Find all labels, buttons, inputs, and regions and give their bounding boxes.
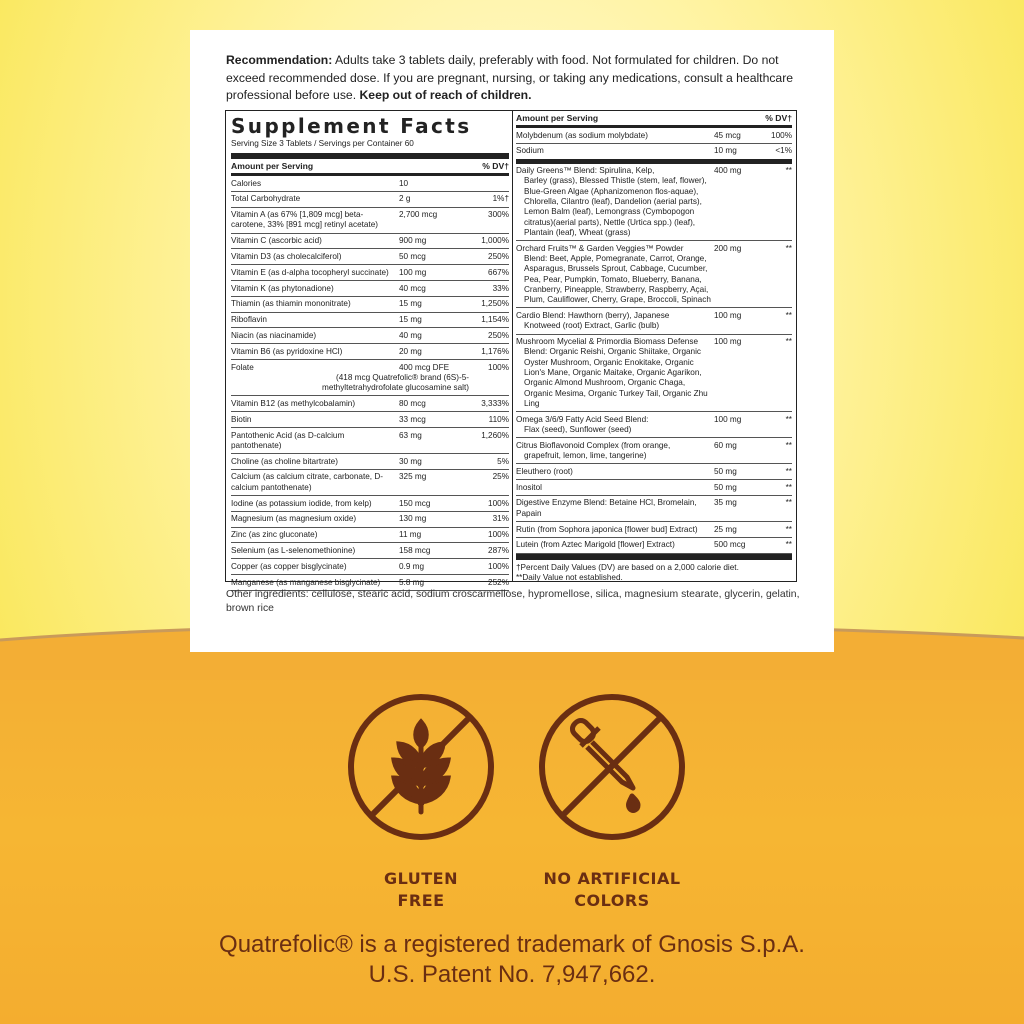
nutrient-row <box>231 512 509 528</box>
blend-ingredients: Blend: Beet, Apple, Pomegranate, Carrot, Orange, Asparagus, Brussels Sprout, Cabbage, Cucumber, Pea, Pear, Pumpkin, Tomato, Blueberry, Banana, Cranberry, Pineapple, Strawberry, Raspberry, Açai, Plum, Cauliflower, Cherry, Grape, Broccoli, Spinach <box>524 253 711 305</box>
facts-header-left <box>231 159 509 176</box>
blend-row-body <box>516 244 792 306</box>
blend-dv: ** <box>785 498 792 508</box>
nutrient-dv: 287% <box>488 545 509 555</box>
nutrient-row <box>231 234 509 250</box>
blend-row-body <box>516 467 792 477</box>
no-artificial-line1: NO ARTIFICIAL <box>543 869 681 888</box>
gluten-free-line2: FREE <box>397 891 445 910</box>
nutrient-dv: 1,000% <box>481 236 509 246</box>
nutrient-name: Vitamin D3 (as cholecalciferol) <box>231 251 342 261</box>
blend-name: Rutin (from Sophora japonica [flower bud] Extract) <box>516 524 698 534</box>
nutrient-dv: 1%† <box>492 194 509 204</box>
blend-amount: 100 mg <box>714 310 742 320</box>
nutrient-amount: 900 mg <box>399 236 427 246</box>
nutrient-amount: 33 mcg <box>399 414 426 424</box>
nutrient-amount: 2 g <box>399 194 411 204</box>
blend-name: Eleuthero (root) <box>516 466 573 476</box>
nutrient-amount: 130 mg <box>399 514 427 524</box>
nutrient-name: Vitamin B12 (as methylcobalamin) <box>231 398 356 408</box>
blend-row-body <box>516 337 792 409</box>
blend-amount: 60 mg <box>714 440 737 450</box>
nutrient-amount: 40 mcg <box>399 283 426 293</box>
recommendation-warning: Keep out of reach of children. <box>359 88 532 102</box>
nutrient-row <box>231 396 509 412</box>
blend-row <box>516 128 792 144</box>
trademark-line1: Quatrefolic® is a registered trademark of Gnosis S.p.A. <box>219 931 805 958</box>
recommendation-label: Recommendation: <box>226 53 333 67</box>
blend-ingredients: Barley (grass), Blessed Thistle (stem, leaf, flower), Blue-Green Algae (Aphanizomenon flos-aquae), Chlorella, Cilantro (leaf), Dandelion (aerial parts), Lemon Balm (leaf), Lemongrass (Cymbopogon citratus)(aerial parts), Nettle (Urtica spp.) (leaf), Plantain (leaf), Wheat (grass) <box>524 176 707 237</box>
blend-name: Digestive Enzyme Blend: Betaine HCl, Bromelain, Papain <box>516 498 697 518</box>
nutrient-amount: 30 mg <box>399 456 422 466</box>
nutrient-amount: 15 mg <box>399 299 422 309</box>
nutrient-row <box>231 176 509 192</box>
no-artificial-line2: COLORS <box>574 891 650 910</box>
nutrient-name: Total Carbohydrate <box>231 194 301 204</box>
blend-name: Cardio Blend: Hawthorn (berry), Japanese <box>516 310 670 320</box>
nutrient-name: Pantothenic Acid (as D-calcium pantothenate) <box>231 430 345 450</box>
nutrient-name: Vitamin A (as 67% [1,809 mcg] beta-carotene, 33% [891 mcg] retinyl acetate) <box>231 210 378 230</box>
nutrient-dv: 5% <box>497 456 509 466</box>
nutrient-dv: 100% <box>488 530 509 540</box>
blend-amount: 200 mg <box>714 243 742 253</box>
blend-row <box>516 464 792 480</box>
nutrient-name: Calcium (as calcium citrate, carbonate, D-calcium pantothenate) <box>231 472 383 492</box>
nutrient-row <box>231 297 509 313</box>
trademark-line2: U.S. Patent No. 7,947,662. <box>368 961 656 988</box>
blend-row <box>516 496 792 522</box>
nutrient-row-body <box>231 363 509 394</box>
blend-row-body <box>516 146 792 156</box>
blend-dv: ** <box>785 337 792 347</box>
blend-dv: ** <box>785 166 792 176</box>
nutrient-name: Selenium (as L-selenomethionine) <box>231 545 356 555</box>
recommendation-body: Adults take 3 tablets daily, preferably with food. Not formulated for children. Do not exceed recommended dose. If you are pregnant, nursing, or taking any medications, consult a healthcare professional before use. <box>226 53 794 102</box>
blend-amount: 500 mcg <box>714 540 746 550</box>
facts-right-column <box>513 111 795 581</box>
nutrient-row <box>231 559 509 575</box>
facts-left-column <box>226 111 513 587</box>
blend-row-body <box>516 441 792 462</box>
blend-name: Citrus Bioflavonoid Complex (from orange, <box>516 440 671 450</box>
blend-amount: 25 mg <box>714 524 737 534</box>
blend-row <box>516 335 792 413</box>
facts-title: Supplement Facts <box>231 114 472 138</box>
no-artificial-colors-label <box>522 868 702 912</box>
nutrient-amount: 50 mcg <box>399 251 426 261</box>
blend-name: Orchard Fruits™ & Garden Veggies™ Powder <box>516 243 684 253</box>
nutrient-row <box>231 496 509 512</box>
blend-name: Molybdenum (as sodium molybdate) <box>516 130 648 140</box>
blend-amount: 100 mg <box>714 337 742 347</box>
blend-name: Lutein (from Aztec Marigold [flower] Extract) <box>516 540 675 550</box>
other-ingredients: Other ingredients: cellulose, stearic acid, sodium croscarmellose, hypromellose, silica, magnesium stearate, glycerin, gelatin, brown rice <box>226 589 800 614</box>
nutrient-row <box>231 208 509 234</box>
blend-name: Inositol <box>516 482 542 492</box>
nutrient-amount: 63 mg <box>399 430 422 440</box>
blend-row <box>516 538 792 554</box>
blend-dv: ** <box>785 540 792 550</box>
gluten-free-label <box>346 868 496 912</box>
nutrient-name: Calories <box>231 178 262 188</box>
blend-ingredients: Flax (seed), Sunflower (seed) <box>524 424 632 434</box>
nutrient-amount: 10 <box>399 178 409 188</box>
nutrient-name: Folate <box>231 362 254 372</box>
amount-header: Amount per Serving <box>231 161 314 171</box>
blend-amount: 50 mg <box>714 466 737 476</box>
blend-row <box>516 412 792 438</box>
blend-amount: 10 mg <box>714 146 737 156</box>
blend-row-body <box>516 483 792 493</box>
nutrient-amount: 15 mg <box>399 315 422 325</box>
blend-row <box>516 164 792 242</box>
nutrient-name: Niacin (as niacinamide) <box>231 330 317 340</box>
nutrient-name: Iodine (as potassium iodide, from kelp) <box>231 498 372 508</box>
blend-amount: 100 mg <box>714 414 742 424</box>
nutrient-amount: 150 mcg <box>399 498 431 508</box>
right-rows <box>516 128 792 554</box>
nutrient-amount: 80 mcg <box>399 398 426 408</box>
blend-row-body <box>516 131 792 141</box>
nutrient-dv: 100% <box>488 561 509 571</box>
nutrient-dv: 250% <box>488 330 509 340</box>
amount-header-right: Amount per Serving <box>516 113 599 123</box>
nutrient-amount: 325 mg <box>399 472 427 482</box>
nutrient-row <box>231 265 509 281</box>
blend-name: Daily Greens™ Blend: Spirulina, Kelp, <box>516 166 655 176</box>
blend-dv: 100% <box>771 130 792 140</box>
nutrient-name: Magnesium (as magnesium oxide) <box>231 514 357 524</box>
blend-row-body <box>516 525 792 535</box>
blend-amount: 45 mcg <box>714 130 741 140</box>
nutrient-row <box>231 281 509 297</box>
blend-row <box>516 480 792 496</box>
blend-ingredients: Blend: Organic Reishi, Organic Shiitake, Organic Oyster Mushroom, Organic Enokitake, Organic Lion's Mane, Organic Maitake, Organic Agarikon, Organic Almond Mushroom, Organic Chaga, Organic Mesima, Organic Turkey Tail, Organic Zhu Ling <box>524 347 708 408</box>
nutrient-name: Copper (as copper bisglycinate) <box>231 561 347 571</box>
nutrient-dv: 1,250% <box>481 299 509 309</box>
wheat-crossed-icon <box>346 692 496 847</box>
nutrient-amount: 5.8 mg <box>399 577 425 587</box>
nutrient-name: Vitamin E (as d-alpha tocopheryl succinate) <box>231 267 389 277</box>
nutrient-note: (418 mcg Quatrefolic® brand (6S)-5-methyltetrahydrofolate glucosamine salt) <box>322 372 469 393</box>
supplement-facts-panel <box>225 110 797 587</box>
nutrient-dv: 25% <box>492 472 509 482</box>
nutrient-name: Manganese (as manganese bisglycinate) <box>231 577 381 587</box>
blend-amount: 35 mg <box>714 498 737 508</box>
nutrient-row <box>231 412 509 428</box>
nutrient-row <box>231 428 509 454</box>
nutrient-dv <box>469 179 509 189</box>
blend-row-body <box>516 540 792 550</box>
blend-amount: 50 mg <box>714 482 737 492</box>
blend-row <box>516 308 792 334</box>
blend-dv: <1% <box>775 146 792 156</box>
blend-row <box>516 438 792 464</box>
nutrient-dv: 33% <box>492 283 509 293</box>
nutrient-name: Vitamin C (ascorbic acid) <box>231 236 322 246</box>
blend-row <box>516 144 792 164</box>
nutrient-row <box>231 249 509 265</box>
blend-name: Mushroom Mycelial & Primordia Biomass Defense <box>516 337 699 347</box>
nutrient-dv: 100% <box>488 362 509 372</box>
nutrient-dv: 110% <box>488 414 509 424</box>
blend-ingredients: grapefruit, lemon, lime, tangerine) <box>524 451 647 461</box>
nutrient-dv: 1,154% <box>481 315 509 325</box>
nutrient-dv: 31% <box>492 514 509 524</box>
recommendation-text <box>226 52 816 105</box>
blend-dv: ** <box>785 524 792 534</box>
blend-dv: ** <box>785 482 792 492</box>
nutrient-name: Choline (as choline bitartrate) <box>231 456 338 466</box>
blend-dv: ** <box>785 243 792 253</box>
left-rows <box>231 176 509 591</box>
nutrient-dv: 3,333% <box>481 398 509 408</box>
nutrient-dv: 1,176% <box>481 346 509 356</box>
blend-name: Sodium <box>516 146 544 156</box>
blend-row-body <box>516 498 792 519</box>
nutrient-dv: 667% <box>488 267 509 277</box>
blend-row-body <box>516 415 792 436</box>
nutrient-row <box>231 470 509 496</box>
nutrient-name: Zinc (as zinc gluconate) <box>231 530 318 540</box>
dropper-crossed-icon <box>537 692 687 847</box>
serving-info: Serving Size 3 Tablets / Servings per Container 60 <box>231 138 509 159</box>
nutrient-dv: 250% <box>488 251 509 261</box>
footnote-nodv: **Daily Value not established. <box>516 572 623 582</box>
blend-ingredients: Knotweed (root) Extract, Garlic (bulb) <box>524 321 660 331</box>
nutrient-amount: 20 mg <box>399 346 422 356</box>
blend-row <box>516 522 792 538</box>
nutrient-row <box>231 313 509 329</box>
nutrient-name: Thiamin (as thiamin mononitrate) <box>231 299 351 309</box>
nutrient-name: Vitamin K (as phytonadione) <box>231 283 334 293</box>
nutrient-name: Biotin <box>231 414 252 424</box>
nutrient-amount: 2,700 mcg <box>399 210 438 220</box>
dv-header: % DV† <box>482 161 509 171</box>
nutrient-amount: 0.9 mg <box>399 561 425 571</box>
nutrient-dv: 252% <box>488 577 509 587</box>
footnote-dv: †Percent Daily Values (DV) are based on a 2,000 calorie diet. <box>516 562 739 572</box>
dv-header-right: % DV† <box>765 113 792 123</box>
nutrient-row <box>231 528 509 544</box>
nutrient-row <box>231 192 509 208</box>
facts-header-right <box>516 111 792 128</box>
nutrient-row <box>231 344 509 360</box>
nutrient-row <box>231 328 509 344</box>
blend-amount: 400 mg <box>714 166 742 176</box>
nutrient-amount: 158 mcg <box>399 545 431 555</box>
nutrient-amount: 40 mg <box>399 330 422 340</box>
nutrient-row <box>231 454 509 470</box>
blend-dv: ** <box>785 440 792 450</box>
blend-name: Omega 3/6/9 Fatty Acid Seed Blend: <box>516 414 649 424</box>
nutrient-amount: 11 mg <box>399 530 422 540</box>
nutrient-dv: 1,260% <box>481 430 509 440</box>
blend-dv: ** <box>785 414 792 424</box>
gluten-free-line1: GLUTEN <box>384 869 458 888</box>
blend-dv: ** <box>785 466 792 476</box>
nutrient-amount: 400 mcg DFE <box>399 362 450 372</box>
blend-row-body <box>516 311 792 332</box>
blend-row-body <box>516 166 792 238</box>
nutrient-row <box>231 543 509 559</box>
nutrient-name: Riboflavin <box>231 315 267 325</box>
nutrient-dv: 100% <box>488 498 509 508</box>
nutrient-row <box>231 360 509 396</box>
nutrient-dv: 300% <box>488 210 509 220</box>
nutrient-amount: 100 mg <box>399 267 427 277</box>
blend-dv: ** <box>785 310 792 320</box>
nutrient-name: Vitamin B6 (as pyridoxine HCl) <box>231 346 343 356</box>
blend-row <box>516 241 792 308</box>
